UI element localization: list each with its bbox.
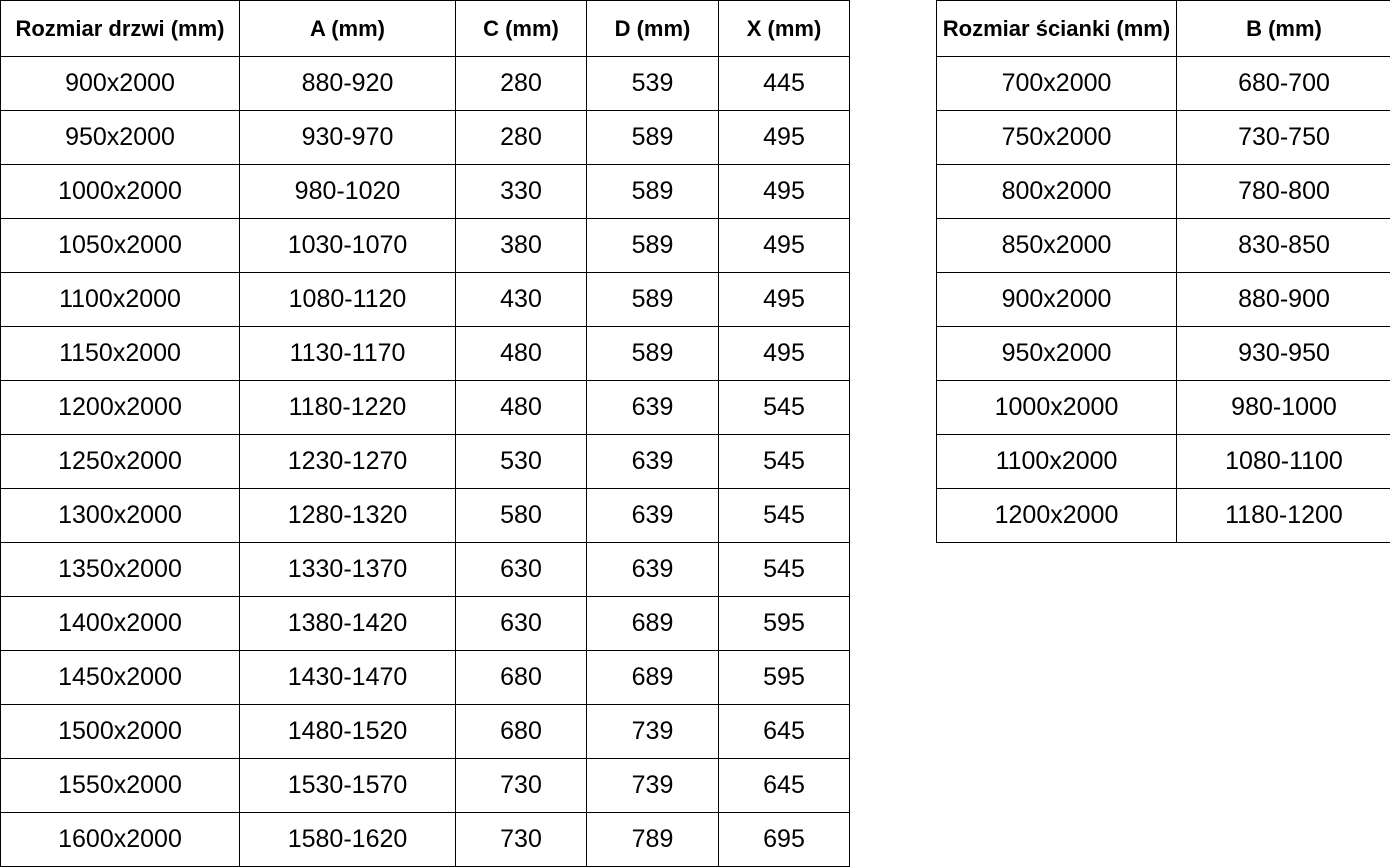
- table-cell: 689: [587, 597, 719, 651]
- table-cell: 639: [587, 543, 719, 597]
- table-cell: 639: [587, 489, 719, 543]
- table-cell: 1180-1200: [1177, 489, 1390, 543]
- table-cell: 680: [456, 705, 587, 759]
- table-cell: 1350x2000: [1, 543, 240, 597]
- table-cell: 595: [719, 597, 850, 651]
- table-row: [937, 165, 1390, 219]
- table-row: [1, 813, 850, 867]
- table-cell: 1600x2000: [1, 813, 240, 867]
- table-cell: 880-900: [1177, 273, 1390, 327]
- table-cell: 1330-1370: [240, 543, 456, 597]
- table-cell: 880-920: [240, 57, 456, 111]
- table-cell: 730-750: [1177, 111, 1390, 165]
- column-header: B (mm): [1177, 1, 1390, 57]
- table-row: [1, 435, 850, 489]
- table-cell: 1000x2000: [1, 165, 240, 219]
- table-cell: 1150x2000: [1, 327, 240, 381]
- table-cell: 980-1000: [1177, 381, 1390, 435]
- table-cell: 1480-1520: [240, 705, 456, 759]
- table-cell: 850x2000: [937, 219, 1177, 273]
- table-row: [1, 111, 850, 165]
- column-header: Rozmiar drzwi (mm): [1, 1, 240, 57]
- table-row: [1, 651, 850, 705]
- table-cell: 330: [456, 165, 587, 219]
- table-cell: 630: [456, 597, 587, 651]
- table-cell: 1080-1100: [1177, 435, 1390, 489]
- table-cell: 1130-1170: [240, 327, 456, 381]
- table-row: [937, 489, 1390, 543]
- table-cell: 1000x2000: [937, 381, 1177, 435]
- table-cell: 589: [587, 111, 719, 165]
- table-cell: 830-850: [1177, 219, 1390, 273]
- table-cell: 589: [587, 327, 719, 381]
- table-cell: 645: [719, 705, 850, 759]
- table-cell: 730: [456, 813, 587, 867]
- table-cell: 1050x2000: [1, 219, 240, 273]
- table-row: [1, 165, 850, 219]
- header-row: [937, 1, 1390, 57]
- column-header: Rozmiar ścianki (mm): [937, 1, 1177, 57]
- table-cell: 1250x2000: [1, 435, 240, 489]
- table-row: [1, 327, 850, 381]
- table-cell: 445: [719, 57, 850, 111]
- table-row: [1, 705, 850, 759]
- table-row: [1, 219, 850, 273]
- table-cell: 539: [587, 57, 719, 111]
- table-cell: 645: [719, 759, 850, 813]
- table-cell: 1430-1470: [240, 651, 456, 705]
- table-cell: 1380-1420: [240, 597, 456, 651]
- column-header: X (mm): [719, 1, 850, 57]
- table-cell: 800x2000: [937, 165, 1177, 219]
- table-cell: 1030-1070: [240, 219, 456, 273]
- table-cell: 950x2000: [937, 327, 1177, 381]
- column-header: D (mm): [587, 1, 719, 57]
- table-cell: 1200x2000: [937, 489, 1177, 543]
- table-cell: 739: [587, 705, 719, 759]
- table-cell: 280: [456, 57, 587, 111]
- table-cell: 495: [719, 273, 850, 327]
- table-cell: 1400x2000: [1, 597, 240, 651]
- table-row: [937, 381, 1390, 435]
- table-cell: 780-800: [1177, 165, 1390, 219]
- table-cell: 639: [587, 435, 719, 489]
- wall-panel-size-table: [936, 0, 1390, 543]
- table-row: [1, 57, 850, 111]
- table-cell: 1100x2000: [1, 273, 240, 327]
- table-cell: 380: [456, 219, 587, 273]
- table-cell: 430: [456, 273, 587, 327]
- table-cell: 495: [719, 327, 850, 381]
- table-cell: 530: [456, 435, 587, 489]
- table-row: [937, 219, 1390, 273]
- table-cell: 680: [456, 651, 587, 705]
- table-row: [1, 381, 850, 435]
- table-cell: 739: [587, 759, 719, 813]
- column-header: A (mm): [240, 1, 456, 57]
- table-cell: 1580-1620: [240, 813, 456, 867]
- table-cell: 580: [456, 489, 587, 543]
- header-row: [1, 1, 850, 57]
- table-cell: 1200x2000: [1, 381, 240, 435]
- table-cell: 689: [587, 651, 719, 705]
- table-cell: 545: [719, 381, 850, 435]
- table-cell: 1550x2000: [1, 759, 240, 813]
- table-row: [937, 273, 1390, 327]
- table-cell: 495: [719, 219, 850, 273]
- table-cell: 589: [587, 165, 719, 219]
- table-row: [1, 273, 850, 327]
- table-cell: 950x2000: [1, 111, 240, 165]
- table-cell: 750x2000: [937, 111, 1177, 165]
- table-cell: 639: [587, 381, 719, 435]
- table-cell: 930-970: [240, 111, 456, 165]
- table-cell: 280: [456, 111, 587, 165]
- column-header: C (mm): [456, 1, 587, 57]
- table-row: [1, 597, 850, 651]
- table-row: [937, 111, 1390, 165]
- table-cell: 1280-1320: [240, 489, 456, 543]
- table-cell: 595: [719, 651, 850, 705]
- table-cell: 930-950: [1177, 327, 1390, 381]
- table-row: [1, 489, 850, 543]
- table-cell: 1100x2000: [937, 435, 1177, 489]
- table-cell: 730: [456, 759, 587, 813]
- table-cell: 900x2000: [937, 273, 1177, 327]
- table-row: [937, 57, 1390, 111]
- table-row: [1, 759, 850, 813]
- table-cell: 789: [587, 813, 719, 867]
- table-cell: 1180-1220: [240, 381, 456, 435]
- table-cell: 495: [719, 165, 850, 219]
- table-cell: 1450x2000: [1, 651, 240, 705]
- table-cell: 1500x2000: [1, 705, 240, 759]
- table-cell: 695: [719, 813, 850, 867]
- table-cell: 900x2000: [1, 57, 240, 111]
- table-cell: 589: [587, 219, 719, 273]
- table-cell: 545: [719, 435, 850, 489]
- table-cell: 980-1020: [240, 165, 456, 219]
- table-cell: 700x2000: [937, 57, 1177, 111]
- table-cell: 545: [719, 543, 850, 597]
- table-row: [937, 435, 1390, 489]
- table-cell: 1080-1120: [240, 273, 456, 327]
- table-cell: 495: [719, 111, 850, 165]
- table-cell: 545: [719, 489, 850, 543]
- table-cell: 1300x2000: [1, 489, 240, 543]
- table-row: [1, 543, 850, 597]
- table-cell: 480: [456, 381, 587, 435]
- table-cell: 630: [456, 543, 587, 597]
- table-cell: 480: [456, 327, 587, 381]
- table-cell: 1530-1570: [240, 759, 456, 813]
- table-cell: 589: [587, 273, 719, 327]
- table-cell: 680-700: [1177, 57, 1390, 111]
- table-cell: 1230-1270: [240, 435, 456, 489]
- table-row: [937, 327, 1390, 381]
